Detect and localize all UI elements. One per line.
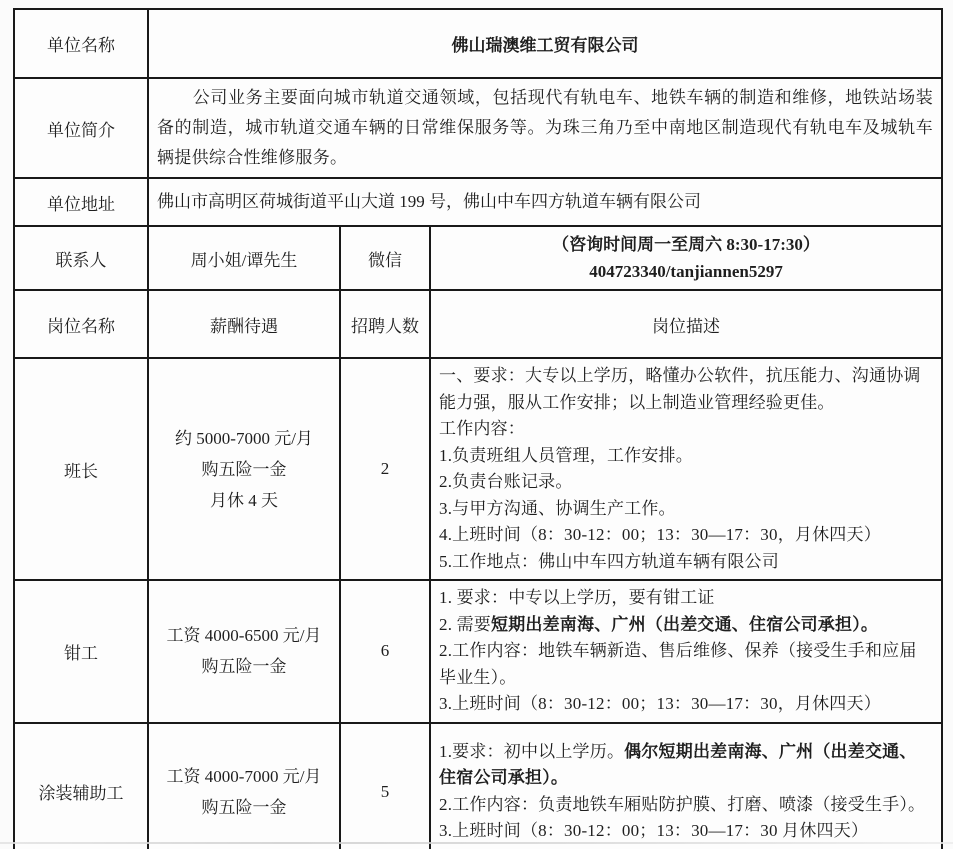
- job-description-line: 3.与甲方沟通、协调生产工作。: [439, 498, 676, 518]
- salary-line: 购五险一金: [201, 657, 287, 677]
- company-intro-row: [14, 78, 942, 178]
- job-salary: [157, 761, 331, 823]
- job-salary: [157, 620, 331, 682]
- job-row: [14, 358, 942, 580]
- company-intro-text: 公司业务主要面向城市轨道交通领域，包括现代有轨电车、地铁车辆的制造和维修，地铁站场装备的制造，城市轨道交通车辆的日常维保服务等。为珠三角乃至中南地区制造现代有轨电车及城轨车辆提供综合性维修服务。: [157, 88, 934, 167]
- job-posting-table: [13, 8, 943, 849]
- job-title: 班长: [14, 358, 148, 580]
- contact-label: 联系人: [14, 226, 148, 290]
- job-row: [14, 723, 942, 849]
- company-intro-label: 单位简介: [14, 78, 148, 178]
- company-address-value: [148, 178, 942, 226]
- job-title: 钳工: [14, 580, 148, 723]
- salary-line: 购五险一金: [201, 459, 287, 479]
- contact-row: [14, 226, 942, 290]
- company-address-label: 单位地址: [14, 178, 148, 226]
- job-description-cell: [430, 723, 942, 849]
- header-job-title: 岗位名称: [14, 290, 148, 358]
- job-headcount: 2: [340, 358, 430, 580]
- company-name-label: 单位名称: [14, 9, 148, 78]
- job-description-line: 3.上班时间（8：30-12：00；13：30—17：30 月休四天）: [439, 821, 869, 840]
- job-description-line: 一、要求：大专以上学历，略懂办公软件，抗压能力、沟通协调能力强，服从工作安排；以上制造业管理经验更佳。: [439, 366, 921, 412]
- job-description-line: 2.工作内容：负责地铁车厢贴防护膜、打磨、喷漆（接受生手）。: [439, 794, 926, 814]
- job-salary-cell: [148, 723, 340, 849]
- contact-names: 周小姐/谭先生: [148, 226, 340, 290]
- job-description-line: 3.上班时间（8：30-12：00；13：30—17：30，月休四天）: [439, 694, 881, 713]
- job-description-cell: [430, 580, 942, 723]
- job-description-line: 4.上班时间（8：30-12：00；13：30—17：30，月休四天）: [439, 525, 881, 544]
- salary-line: 工资 4000-6500 元/月: [166, 626, 322, 646]
- job-description-line: 1.负责班组人员管理，工作安排。: [439, 445, 693, 465]
- jobs-header-row: [14, 290, 942, 358]
- job-description-line: 1.要求：初中以上学历。偶尔短期出差南海、广州（出差交通、住宿公司承担）。: [439, 741, 917, 787]
- contact-info: [439, 231, 933, 285]
- salary-line: 月休 4 天: [210, 490, 278, 510]
- contact-wechat-ids: 404723340/tanjiannen5297: [589, 262, 783, 281]
- job-row: [14, 580, 942, 723]
- job-headcount: 5: [340, 723, 430, 849]
- company-intro-cell: [148, 78, 942, 178]
- job-title: 涂装辅助工: [14, 723, 148, 849]
- company-name-row: [14, 9, 942, 78]
- job-salary-cell: [148, 358, 340, 580]
- job-salary-cell: [148, 580, 340, 723]
- job-description-line: 5.工作地点：佛山中车四方轨道车辆有限公司: [439, 551, 779, 571]
- wechat-label: 微信: [340, 226, 430, 290]
- company-name-value: 佛山瑞澳维工贸有限公司: [148, 9, 942, 78]
- job-description-line: 1. 要求：中专以上学历，要有钳工证: [439, 588, 715, 607]
- company-address-row: [14, 178, 942, 226]
- job-description-cell: [430, 358, 942, 580]
- contact-hours: （咨询时间周一至周六 8:30-17:30）: [552, 235, 820, 254]
- header-description: 岗位描述: [430, 290, 942, 358]
- scan-artifact-line: [0, 842, 953, 844]
- salary-line: 购五险一金: [201, 797, 287, 817]
- salary-line: 工资 4000-7000 元/月: [166, 766, 322, 786]
- contact-info-cell: [430, 226, 942, 290]
- company-address-text: 佛山市高明区荷城街道平山大道 199 号，佛山中车四方轨道车辆有限公司: [157, 192, 701, 211]
- job-description-line: 2. 需要短期出差南海、广州（出差交通、住宿公司承担）。: [439, 614, 879, 634]
- salary-line: 约 5000-7000 元/月: [175, 428, 313, 448]
- header-salary: 薪酬待遇: [148, 290, 340, 358]
- job-headcount: 6: [340, 580, 430, 723]
- job-description-line: 2.工作内容：地铁车辆新造、售后维修、保养（接受生手和应届毕业生）。: [439, 641, 917, 687]
- header-headcount: 招聘人数: [340, 290, 430, 358]
- job-description-line: 2.负责台账记录。: [439, 472, 573, 491]
- job-description-line: 工作内容：: [439, 419, 525, 438]
- job-salary: [157, 423, 331, 516]
